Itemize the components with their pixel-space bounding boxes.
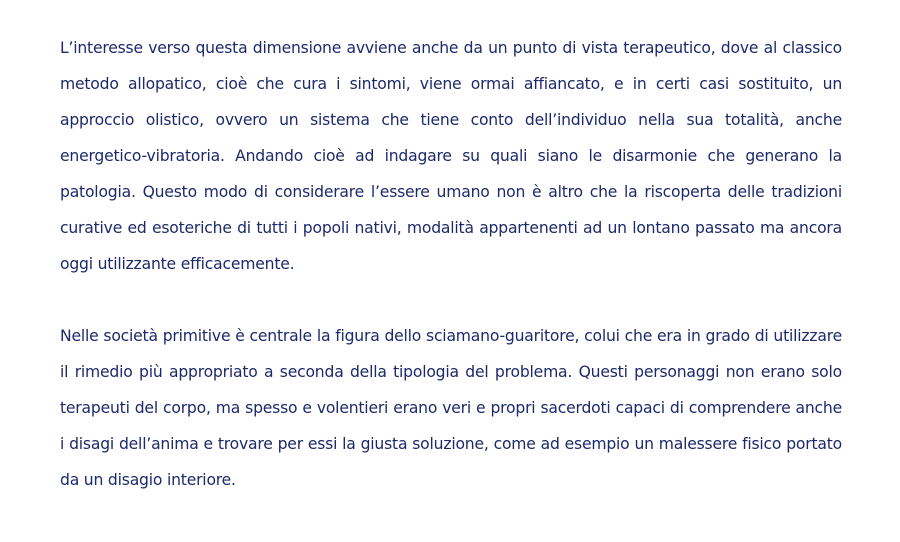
paragraph-shaman-healer: Nelle società primitive è centrale la figura dello sciamano-guaritore, colui che era in grado di utilizzare il rimedio più appropriato a seconda della tipologia del problema. Questi personaggi non erano solo terapeuti del corpo, ma spesso e volentieri erano veri e propri sacerdoti capaci di comprendere anche i disagi dell’anima e trovare per essi la giusta soluzione, come ad esempio un malessere fisico portato da un disagio interiore. (60, 327, 842, 489)
paragraph-therapeutic-approach: L’interesse verso questa dimensione avviene anche da un punto di vista terapeutico, dove al classico metodo allopatico, cioè che cura i sintomi, viene ormai affiancato, e in certi casi sostituito, un approccio olistico, ovvero un sistema che tiene conto dell’individuo nella sua totalità, anche energetico-vibratoria. Andando cioè ad indagare su quali siano le disarmonie che generano la patologia. Questo modo di considerare l’essere umano non è altro che la riscoperta delle tradizioni curative ed esoteriche di tutti i popoli nativi, modalità appartenenti ad un lontano passato ma ancora oggi utilizzante efficacemente. (60, 39, 842, 273)
document-body (60, 30, 842, 498)
